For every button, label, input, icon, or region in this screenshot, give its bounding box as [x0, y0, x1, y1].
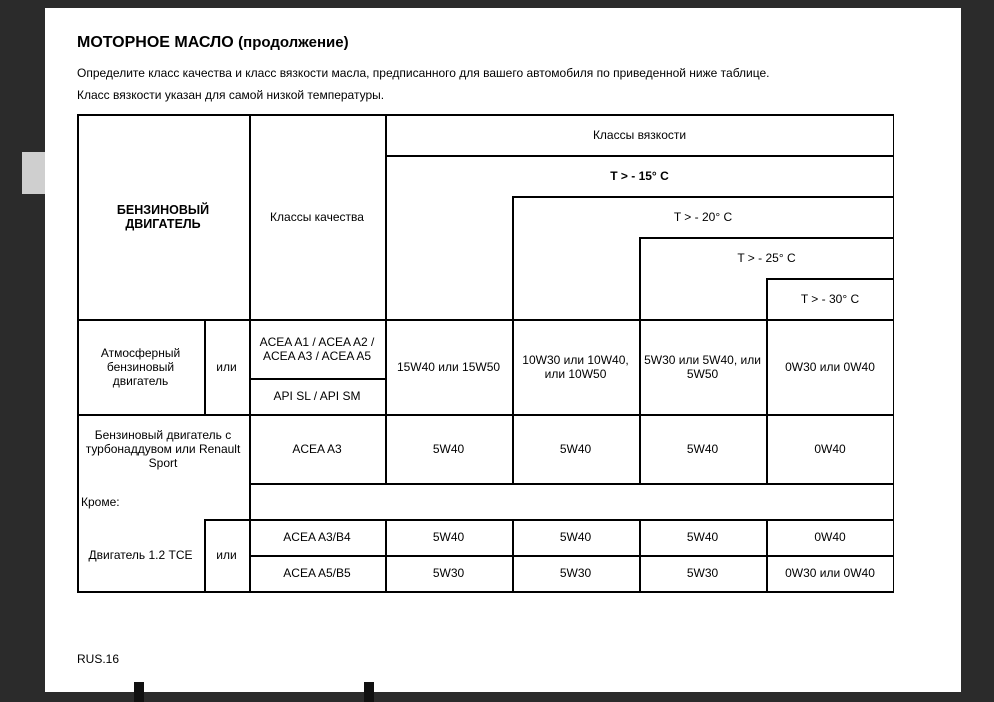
page-number: RUS.16 [77, 652, 120, 666]
title-main: МОТОРНОЕ МАСЛО [77, 34, 234, 51]
viscosity-value: 10W30 или 10W40, или 10W50 [522, 352, 629, 381]
viscosity-value: 5W40 [559, 530, 592, 544]
engine-type-header: БЕНЗИНОВЫЙ ДВИГАТЕЛЬ [116, 202, 210, 231]
binder-mark-left [134, 682, 144, 702]
engine-turbo: Бензиновый двигатель с турбонаддувом или Renault Sport [85, 427, 241, 470]
quality-acea-a3-b4: ACEA A3/B4 [283, 530, 351, 544]
viscosity-value: 5W30 [559, 566, 592, 580]
viscosity-value: 0W40 [814, 441, 846, 456]
viscosity-value: 5W30 [686, 566, 719, 580]
viscosity-value: 5W40 [686, 441, 719, 456]
table-line [249, 483, 894, 485]
page-title [77, 34, 349, 52]
or-label: или [216, 548, 237, 562]
temp-header-15: T > - 15° C [610, 168, 669, 183]
title-sub: (продолжение) [238, 34, 349, 51]
viscosity-value: 0W40 [814, 530, 846, 544]
oil-spec-table [77, 114, 894, 592]
page-side-tab [22, 152, 45, 194]
viscosity-value: 5W40 [686, 530, 719, 544]
temp-header-20: T > - 20° C [673, 209, 733, 224]
viscosity-value: 5W40 [432, 530, 465, 544]
viscosity-value: 5W40 [559, 441, 592, 456]
quality-api-list: API SL / API SM [273, 389, 361, 403]
table-line [77, 591, 894, 593]
quality-acea-a5-b5: ACEA A5/B5 [283, 566, 351, 580]
engine-atmospheric: Атмосферный бензиновый двигатель [100, 345, 181, 388]
intro-line-2: Класс вязкости указан для самой низкой температуры. [77, 88, 385, 102]
quality-classes-header: Классы качества [270, 209, 364, 224]
viscosity-value: 0W30 или 0W40 [785, 566, 875, 580]
temp-header-25: T > - 25° C [737, 250, 796, 265]
viscosity-value: 5W30 или 5W40, или 5W50 [644, 352, 761, 381]
except-label: Кроме: [81, 495, 120, 509]
binder-mark-right [364, 682, 374, 702]
temp-header-30: T > - 30° C [800, 291, 860, 306]
or-label: или [216, 359, 237, 374]
quality-acea-a3: ACEA A3 [292, 441, 342, 456]
viscosity-value: 15W40 или 15W50 [396, 359, 501, 374]
intro-line-1: Определите класс качества и класс вязкости масла, предписанного для вашего автомобиля по приведенной ниже таблице. [77, 66, 770, 80]
viscosity-value: 5W30 [432, 566, 465, 580]
viscosity-value: 0W30 или 0W40 [785, 359, 875, 374]
viscosity-classes-header: Классы вязкости [592, 127, 687, 142]
quality-acea-list: ACEA A1 / ACEA A2 / ACEA A3 / ACEA A5 [259, 334, 375, 363]
engine-12-tce: Двигатель 1.2 TCE [88, 548, 193, 562]
viscosity-value: 5W40 [432, 441, 465, 456]
